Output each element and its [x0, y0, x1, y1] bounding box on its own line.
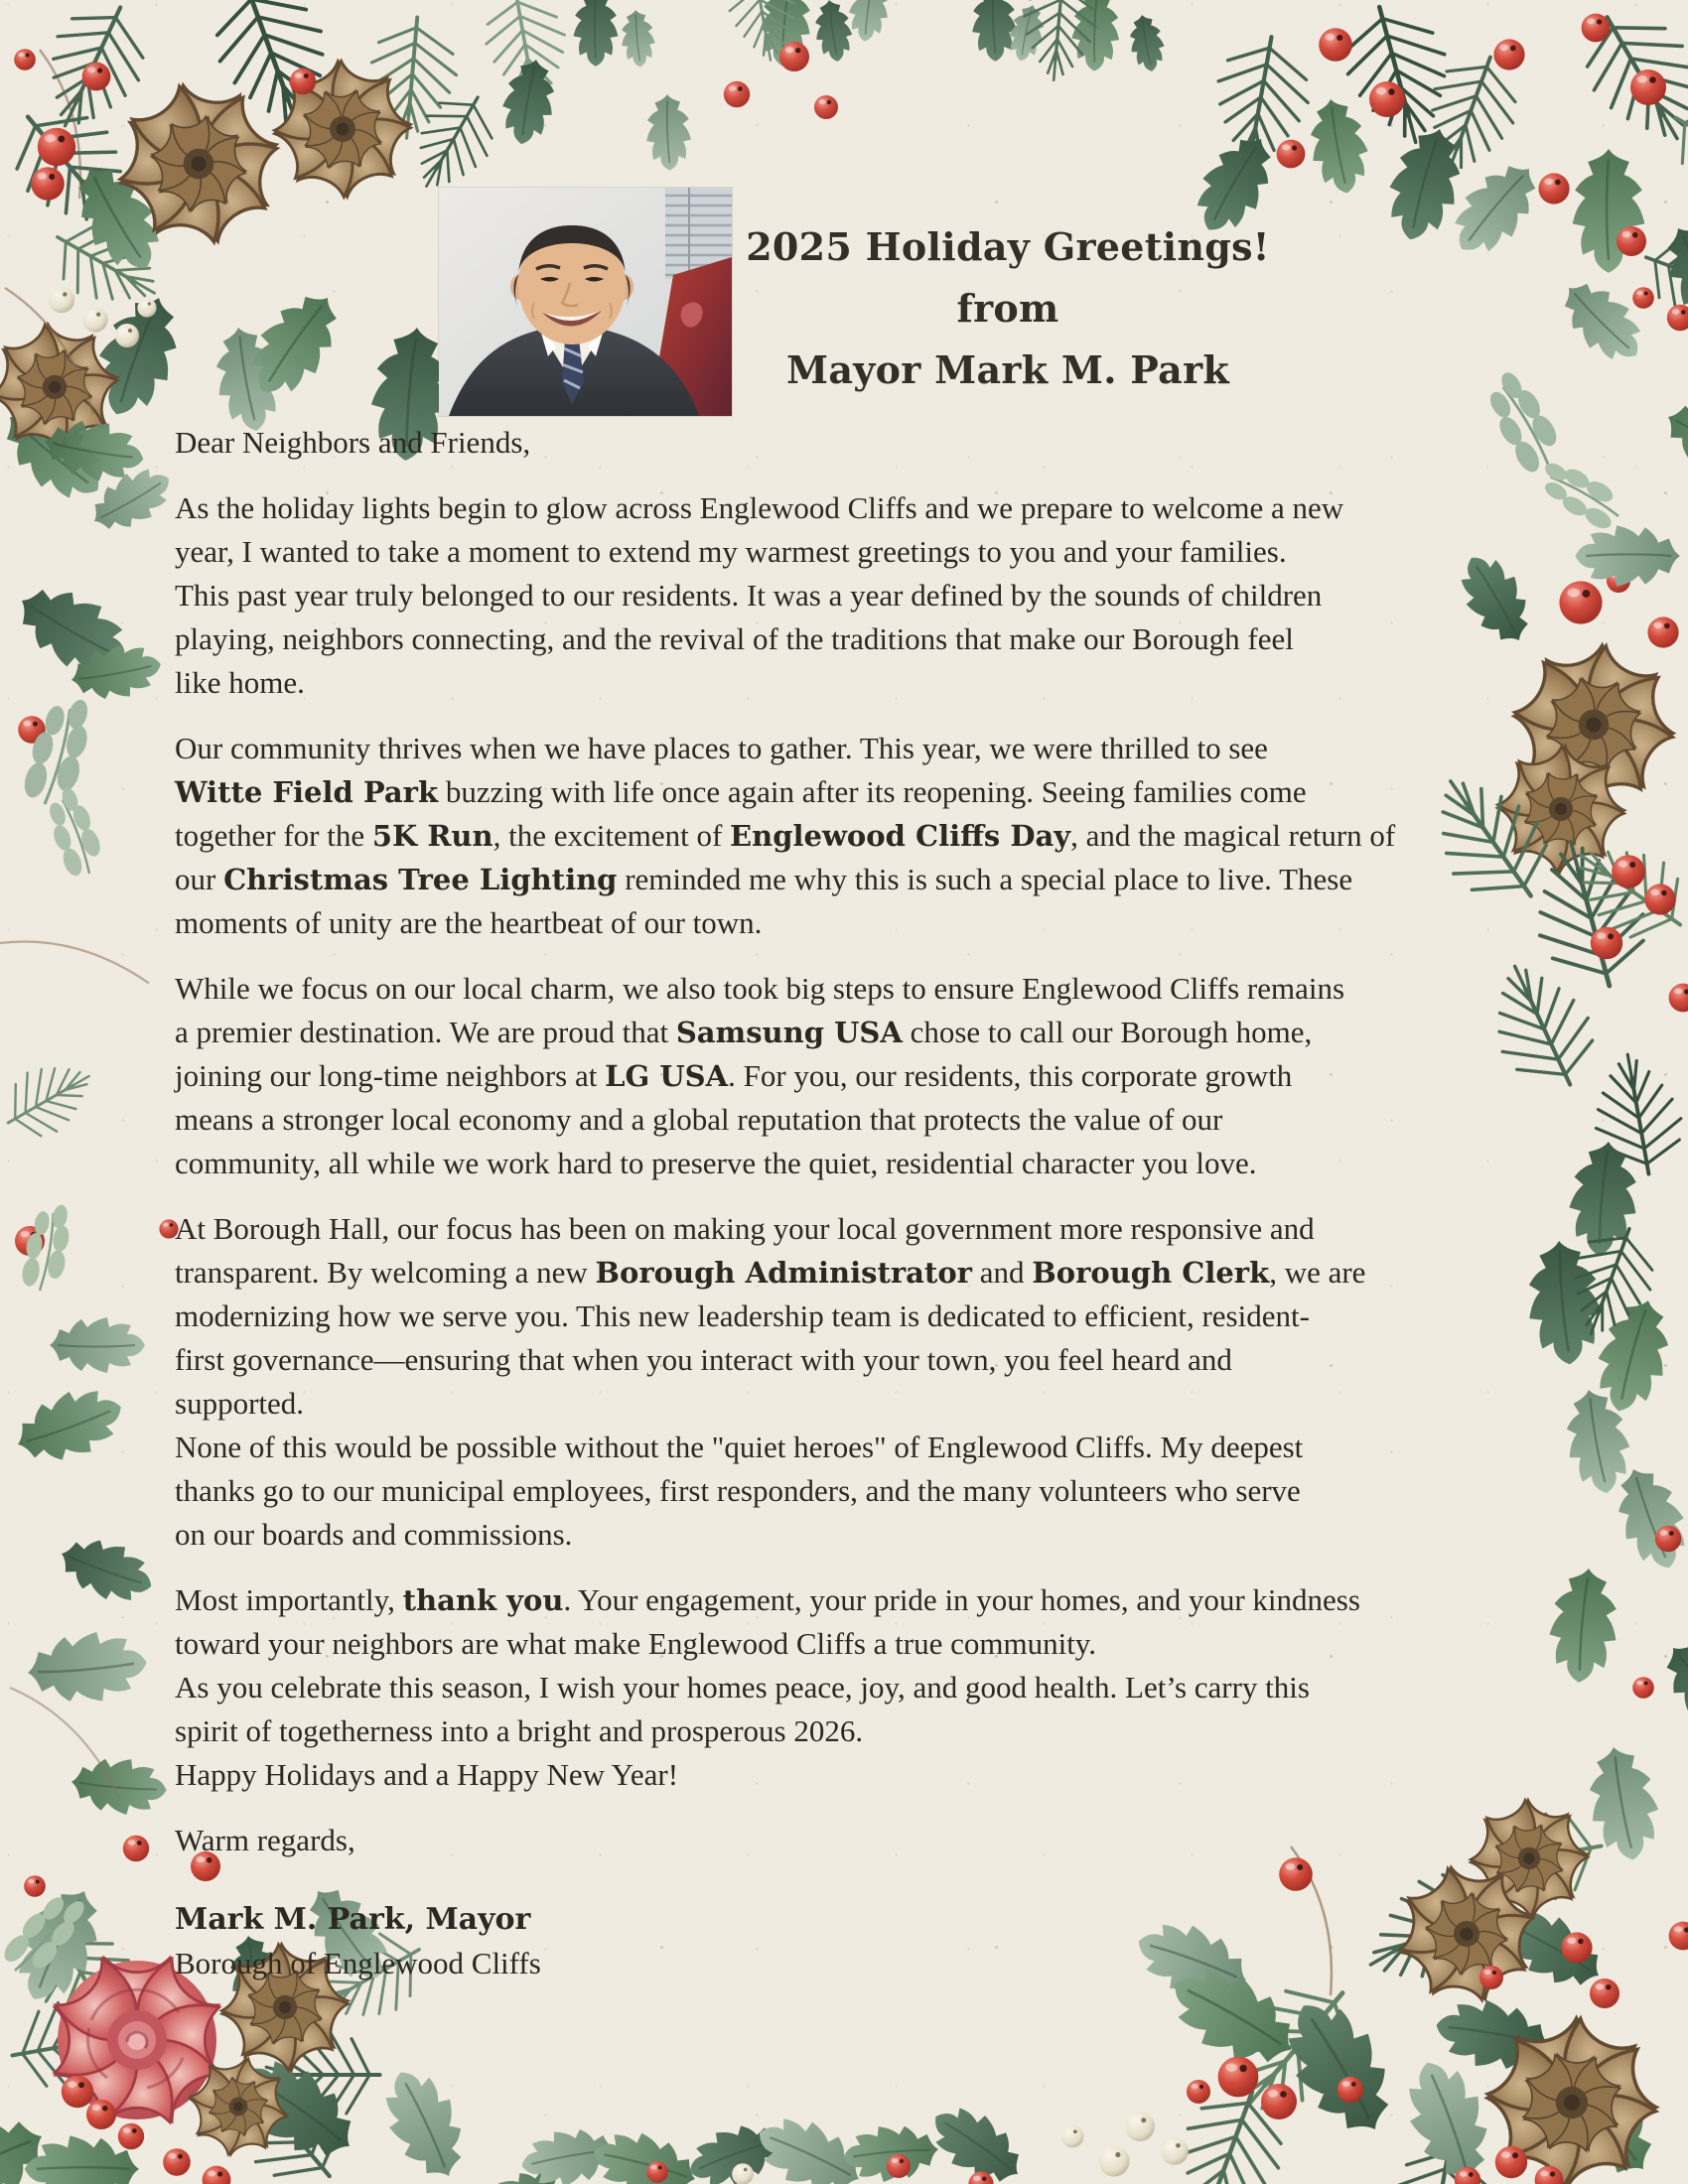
letter-paragraph: Our community thrives when we have places to gather. This year, we were thrilled to see Witte Field Park buzzing with life once again after its reopening. Seeing families come together for the 5K Run, the excitement of Englewood Cliffs Day, and the magical return of our Christmas Tree Lighting reminded me why this is such a special place to live. These moments of unity are the heartbeat of our town. — [175, 731, 1396, 940]
title-from-line: from — [956, 286, 1059, 331]
letter-paragraph: At Borough Hall, our focus has been on making your local government more responsive and transparent. By welcoming a new Borough Administrator and Borough Clerk, we are modernizing how we serve you. This new leadership team is dedicated to efficient, resident- first governance—ensuring that when you interact with your town, you feel heard and supported. None of this would be possible without the "quiet heroes" of Englewood Cliffs. My deepest thanks go to our municipal employees, first responders, and the many volunteers who serve on our boards and commissions. — [175, 1211, 1366, 1552]
garland-top-middle — [574, 0, 1169, 172]
letter-paragraph: While we focus on our local charm, we also took big steps to ensure Englewood Cliffs remains a premier destination. We are proud that Samsung USA chose to call our Borough home, joining our long-time neighbors at LG USA. For you, our residents, this corporate growth means a stronger local economy and a global reputation that protects the value of our community, all while we work hard to preserve the quiet, residential character you love. — [175, 971, 1345, 1180]
closing: Warm regards, — [175, 1823, 355, 1857]
letter-body — [175, 421, 1476, 1985]
letter-paragraph: Most importantly, thank you. Your engagement, your pride in your homes, and your kindness toward your neighbors are what make Englewood Cliffs a true community. As you celebrate this season, I wish your homes peace, joy, and good health. Let’s carry this spirit of togetherness into a bright and prosperous 2026. Happy Holidays and a Happy New Year! — [175, 1582, 1360, 1792]
letter-title — [606, 216, 1410, 401]
title-mayor-line: Mayor Mark M. Park — [785, 347, 1230, 392]
garland-bottom-middle — [470, 2093, 1035, 2184]
signature-org: Borough of Englewood Cliffs — [175, 1946, 541, 1980]
salutation: Dear Neighbors and Friends, — [175, 425, 531, 460]
title-year-line: 2025 Holiday Greetings! — [746, 224, 1270, 269]
letter-paragraphs — [175, 486, 1476, 1797]
letter-paragraph: As the holiday lights begin to glow across Englewood Cliffs and we prepare to welcome a new year, I wanted to take a moment to extend my warmest greetings to you and your families. This past year truly belonged to our residents. It was a year defined by the sounds of children playing, neighbors connecting, and the revival of the traditions that make our Borough feel like home. — [175, 490, 1344, 700]
garland-left-edge — [0, 274, 181, 1818]
signature-name: Mark M. Park, Mayor — [175, 1902, 531, 1937]
